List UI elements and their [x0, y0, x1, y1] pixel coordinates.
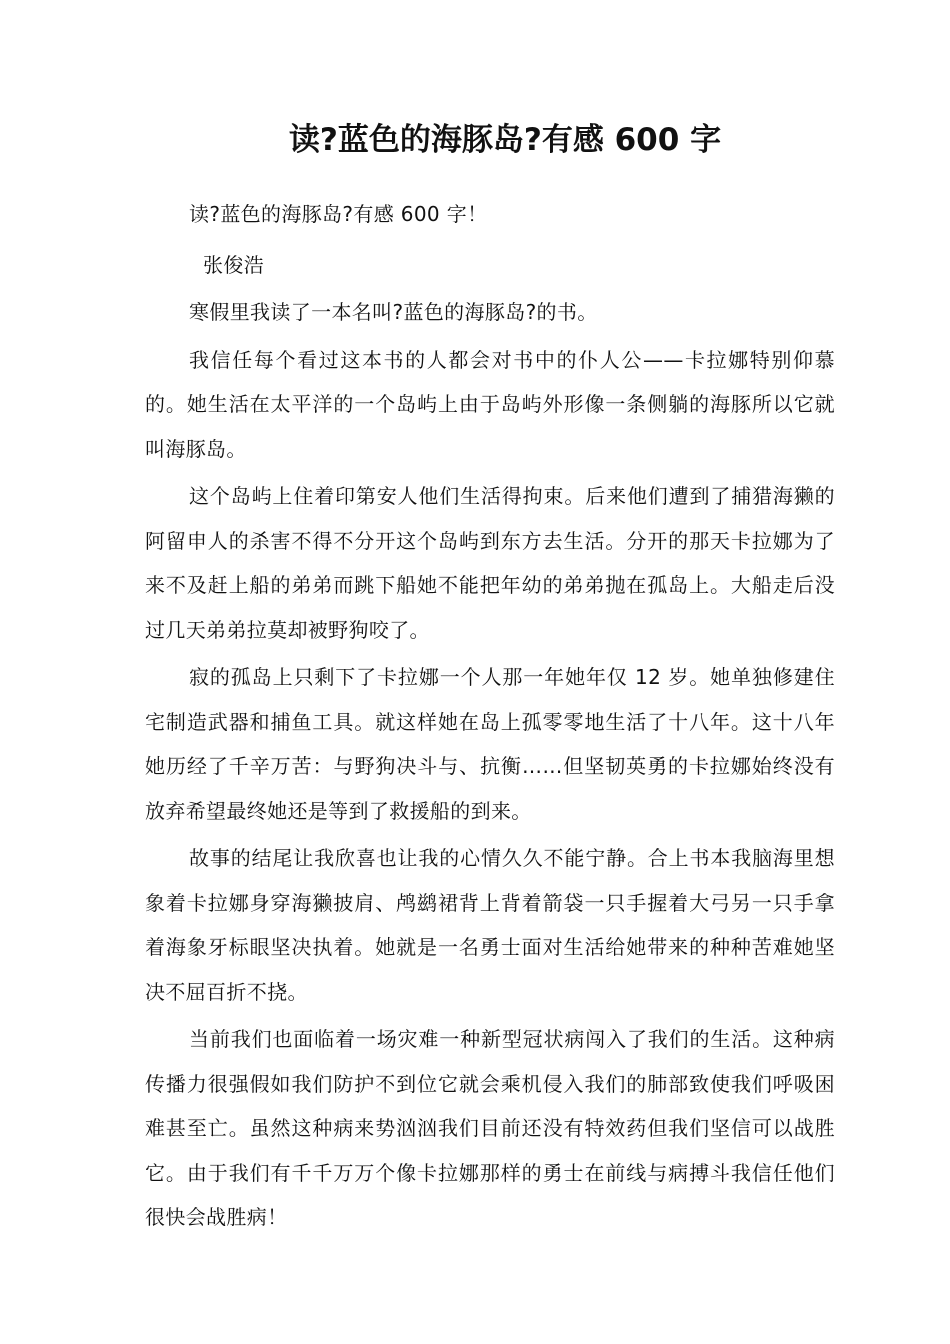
- document-author: 张俊浩: [203, 252, 265, 277]
- document-subtitle: 读?蓝色的海豚岛?有感 600 字！: [189, 202, 488, 226]
- body-paragraph: 故事的结尾让我欣喜也让我的心情久久不能宁静。合上书本我脑海里想象着卡拉娜身穿海獭披肩、鸬鹚裙背上背着箭袋一只手握着大弓另一只手拿着海象牙标眼坚决执着。她就是一名勇士面对生活给她带来的种种苦难她坚决不屈百折不挠。: [145, 846, 835, 1004]
- body-paragraph: 这个岛屿上住着印第安人他们生活得拘束。后来他们遭到了捕猎海獭的阿留申人的杀害不得不分开这个岛屿到东方去生活。分开的那天卡拉娜为了来不及赶上船的弟弟而跳下船她不能把年幼的弟弟抛在孤岛上。大船走后没过几天弟弟拉莫却被野狗咬了。: [145, 484, 835, 642]
- body-paragraph: 当前我们也面临着一场灾难一种新型冠状病闯入了我们的生活。这种病传播力很强假如我们防护不到位它就会乘机侵入我们的肺部致使我们呼吸困难甚至亡。虽然这种病来势汹汹我们目前还没有特效药但我们坚信可以战胜它。由于我们有千千万万个像卡拉娜那样的勇士在前线与病搏斗我信任他们很快会战胜病！: [145, 1027, 835, 1229]
- body-paragraph: 寒假里我读了一本名叫?蓝色的海豚岛?的书。: [189, 300, 598, 324]
- body-paragraph: 寂的孤岛上只剩下了卡拉娜一个人那一年她年仅 12 岁。她单独修建住宅制造武器和捕鱼工具。就这样她在岛上孤零零地生活了十八年。这十八年她历经了千辛万苦：与野狗决斗与、抗衡……但坚韧英勇的卡拉娜始终没有放弃希望最终她还是等到了救援船的到来。: [145, 665, 835, 823]
- document-title: 读?蓝色的海豚岛?有感 600 字: [288, 122, 722, 158]
- document-body: [145, 192, 835, 1240]
- body-paragraph: 我信任每个看过这本书的人都会对书中的仆人公——卡拉娜特别仰慕的。她生活在太平洋的一个岛屿上由于岛屿外形像一条侧躺的海豚所以它就叫海豚岛。: [145, 347, 835, 461]
